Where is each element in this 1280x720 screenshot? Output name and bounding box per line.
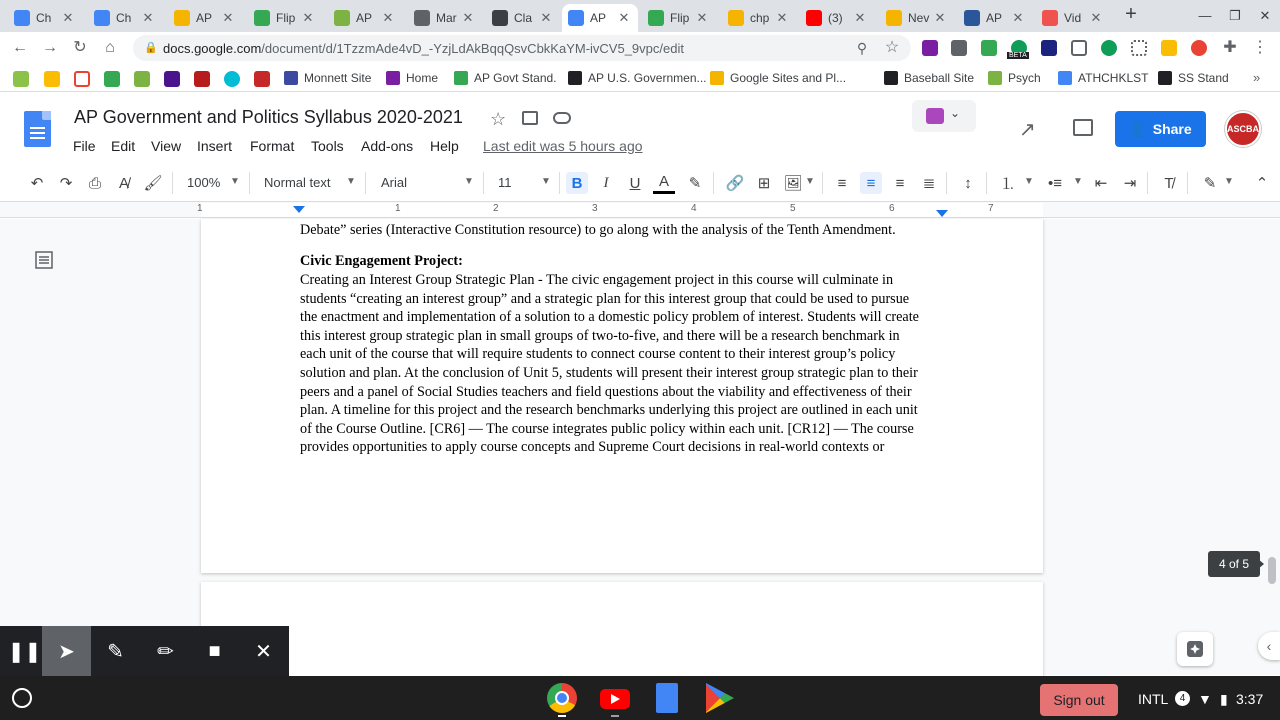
page-indicator: 4 of 5 xyxy=(1208,551,1260,577)
tab-favicon-icon xyxy=(492,10,508,26)
divider xyxy=(1187,172,1188,194)
tab-title: AP xyxy=(196,11,213,25)
close-icon[interactable]: ✕ xyxy=(255,640,272,663)
chrome-icon[interactable] xyxy=(547,683,577,713)
ruler-number: 4 xyxy=(691,203,697,214)
page-indicator-pointer xyxy=(1258,559,1264,569)
docs-icon[interactable] xyxy=(656,683,678,713)
tab-favicon-icon xyxy=(414,10,430,26)
redo-icon[interactable]: ↷ xyxy=(59,175,73,192)
tab-title: Flip xyxy=(670,11,690,25)
browser-tab[interactable] xyxy=(1036,4,1110,32)
close-tab-icon[interactable]: ✕ xyxy=(854,10,866,25)
camera-icon[interactable]: ■ xyxy=(208,639,221,662)
bookmark-icon[interactable] xyxy=(254,71,270,87)
url-host: docs.google.com xyxy=(163,41,262,56)
highlighter-icon[interactable]: ✏ xyxy=(157,640,174,663)
menu-icon[interactable]: ⋮ xyxy=(1252,39,1268,56)
back-icon[interactable]: ← xyxy=(12,39,28,56)
bookmark-label: Monnett Site xyxy=(304,71,372,85)
chevron-down-icon[interactable]: ▼ xyxy=(1073,176,1083,187)
bookmark-icon xyxy=(386,71,400,85)
docs-logo-icon[interactable] xyxy=(24,111,51,147)
chevron-down-icon[interactable]: ▼ xyxy=(346,176,356,187)
section-heading[interactable]: Civic Engagement Project: xyxy=(300,253,463,269)
bookmark-icon xyxy=(884,71,898,85)
collapse-menus-icon[interactable]: ⌃ xyxy=(1255,175,1269,192)
zoom-icon[interactable]: ⚲ xyxy=(856,40,868,56)
chevron-down-icon: ⌄ xyxy=(950,106,961,120)
divider xyxy=(1147,172,1148,194)
chevron-down-icon[interactable]: ▼ xyxy=(1024,176,1034,187)
paragraph-line[interactable]: solution and plan. At the conclusion of Unit 5, students will present their interest group strategic plan to their xyxy=(300,365,918,381)
notification-count[interactable]: 4 xyxy=(1175,691,1190,706)
menu-edit[interactable]: Edit xyxy=(111,138,136,154)
bookmark-label: Google Sites and Pl... xyxy=(730,71,847,85)
cloud-status-icon[interactable] xyxy=(553,112,571,124)
chevron-down-icon[interactable]: ▼ xyxy=(1224,176,1234,187)
close-tab-icon[interactable]: ✕ xyxy=(382,10,394,25)
bookmark-item[interactable] xyxy=(454,70,557,86)
sign-out-button[interactable]: Sign out xyxy=(1040,684,1118,716)
menu-tools[interactable]: Tools xyxy=(311,138,344,154)
left-indent-marker[interactable] xyxy=(293,206,305,213)
scrollbar-thumb[interactable] xyxy=(1268,557,1276,584)
bookmark-item[interactable] xyxy=(386,70,438,86)
gmail-icon[interactable] xyxy=(74,71,90,87)
tab-favicon-icon xyxy=(254,10,270,26)
document-title[interactable]: AP Government and Politics Syllabus 2020-2021 xyxy=(74,107,463,127)
divider xyxy=(986,172,987,194)
paragraph-line[interactable]: plan. A timeline for this project and the research benchmarks underlying this project are outlined in each unit xyxy=(300,402,918,419)
tab-title: Flip xyxy=(276,11,296,25)
pen-icon[interactable]: ✎ xyxy=(107,640,124,663)
browser-tab[interactable] xyxy=(8,4,82,32)
home-icon[interactable]: ⌂ xyxy=(105,39,115,56)
running-indicator xyxy=(558,715,566,717)
bookmark-icon xyxy=(454,71,468,85)
bookmark-icon xyxy=(988,71,1002,85)
pdf-extension-icon[interactable] xyxy=(922,40,938,56)
bold-button[interactable]: B xyxy=(566,172,588,194)
paragraph-line[interactable]: the enactment and implementation of a solution to a domestic policy problem of interest. Students will create xyxy=(300,309,919,326)
underline-button[interactable]: U xyxy=(629,174,641,192)
menu-view[interactable]: View xyxy=(151,138,182,154)
align-center-icon[interactable]: ≡ xyxy=(860,172,882,194)
drive-icon[interactable] xyxy=(104,71,120,87)
menu-format[interactable]: Format xyxy=(250,138,295,154)
menu-file[interactable]: File xyxy=(73,138,96,154)
browser-tab[interactable] xyxy=(722,4,796,32)
font-select[interactable]: Arial xyxy=(381,175,408,190)
sparkle-icon xyxy=(1185,639,1205,659)
bookmark-item[interactable] xyxy=(1058,70,1148,86)
paragraph-line[interactable]: Creating an Interest Group Strategic Plan - The civic engagement project in this course will culminate in xyxy=(300,272,894,288)
close-tab-icon[interactable]: ✕ xyxy=(540,10,552,25)
bookmark-label: Home xyxy=(406,71,439,85)
tab-favicon-icon xyxy=(886,10,902,26)
tab-title: AP xyxy=(986,11,1003,25)
docs-logo-line xyxy=(30,137,45,139)
youtube-icon[interactable] xyxy=(600,689,630,709)
menu-help[interactable]: Help xyxy=(430,138,459,154)
close-tab-icon[interactable]: ✕ xyxy=(696,10,708,25)
bookmark-icon xyxy=(284,71,298,85)
forward-icon[interactable]: → xyxy=(42,39,58,56)
paragraph-line[interactable]: each unit of the course that will require students to connect course content to their interest group’s policy xyxy=(300,346,896,363)
tab-favicon-icon xyxy=(568,10,584,26)
spellcheck-icon[interactable]: A̸ xyxy=(118,174,129,192)
close-tab-icon[interactable]: ✕ xyxy=(618,10,630,25)
tab-title: Mar xyxy=(436,11,457,25)
bookmark-icon xyxy=(568,71,582,85)
close-tab-icon[interactable]: ✕ xyxy=(62,10,74,25)
puzzle-icon[interactable]: ✚ xyxy=(1223,39,1237,56)
bookmark-icon xyxy=(710,71,724,85)
star-icon[interactable]: ☆ xyxy=(490,109,507,129)
ruler-number: 6 xyxy=(889,203,895,214)
reload-icon[interactable]: ↻ xyxy=(73,39,87,56)
close-tab-icon[interactable]: ✕ xyxy=(1012,10,1024,25)
bookmark-item[interactable] xyxy=(1158,70,1229,86)
paragraph-line[interactable]: peers and a panel of Social Studies teachers and field questions about the viability and effectiveness of their xyxy=(300,383,912,400)
editing-mode-icon[interactable]: ✎ xyxy=(1203,175,1217,192)
tab-favicon-icon xyxy=(1042,10,1058,26)
close-tab-icon[interactable]: ✕ xyxy=(222,10,234,25)
extension-icon[interactable] xyxy=(1071,40,1087,56)
tab-title: (3) xyxy=(828,11,843,25)
bookmark-icon[interactable] xyxy=(134,71,150,87)
ruler-page-area xyxy=(201,203,1043,217)
menu-insert[interactable]: Insert xyxy=(197,138,233,154)
extension-icon[interactable] xyxy=(1041,40,1057,56)
add-comment-icon[interactable]: ⊞ xyxy=(757,175,771,192)
ruler-number: 3 xyxy=(592,203,598,214)
divider xyxy=(559,172,560,194)
tab-favicon-icon xyxy=(964,10,980,26)
bookmark-label: SS Stand xyxy=(1178,71,1229,85)
clock[interactable]: 3:37 xyxy=(1236,691,1264,707)
extension-icon[interactable] xyxy=(1161,40,1177,56)
bookmark-label: Baseball Site xyxy=(904,71,975,85)
bookmark-label: AP U.S. Governmen... xyxy=(588,71,707,85)
close-tab-icon[interactable]: ✕ xyxy=(462,10,474,25)
italic-button[interactable]: I xyxy=(603,174,609,191)
divider xyxy=(172,172,173,194)
style-select[interactable]: Normal text xyxy=(264,175,331,190)
docs-logo-line xyxy=(30,132,45,134)
bookmark-item[interactable] xyxy=(884,70,974,86)
chevron-down-icon[interactable]: ▼ xyxy=(805,176,815,187)
tab-title: Ch xyxy=(36,11,52,25)
url-text[interactable] xyxy=(163,41,684,56)
extension-icon[interactable] xyxy=(1101,40,1117,56)
browser-tab[interactable] xyxy=(328,4,402,32)
document-page[interactable] xyxy=(201,582,1043,682)
bookmark-item[interactable] xyxy=(710,70,846,86)
browser-tab[interactable] xyxy=(642,4,716,32)
url-path: /document/d/1TzzmAde4vD_-YzjLdAkBqqQsvCbkKaYM-ivCV5_9vpc/edit xyxy=(261,41,684,56)
bookmark-label: AP Govt Stand. xyxy=(474,71,557,85)
decrease-indent-icon[interactable]: ⇤ xyxy=(1094,175,1108,192)
browser-tab[interactable] xyxy=(408,4,482,32)
bulleted-list-icon[interactable]: •≡ xyxy=(1047,174,1062,192)
pointer-icon[interactable]: ➤ xyxy=(42,626,91,676)
bookmark-icon[interactable] xyxy=(164,71,180,87)
paint-format-icon[interactable]: 🖌 xyxy=(143,175,163,192)
lock-icon[interactable]: 🔒 xyxy=(144,42,158,54)
extension-icon[interactable] xyxy=(1191,40,1207,56)
last-edit-link[interactable]: Last edit was 5 hours ago xyxy=(483,138,643,154)
ruler-number: 7 xyxy=(988,203,994,214)
paragraph-line[interactable]: this interest group strategic plan in small groups of two-to-five, and there will be a research benchmark in xyxy=(300,327,900,344)
tab-favicon-icon xyxy=(728,10,744,26)
divider xyxy=(713,172,714,194)
divider xyxy=(483,172,484,194)
share-label: Share xyxy=(1152,121,1192,137)
bookmark-icon[interactable] xyxy=(224,71,240,87)
tab-favicon-icon xyxy=(174,10,190,26)
close-tab-icon[interactable]: ✕ xyxy=(776,10,788,25)
browser-tab[interactable] xyxy=(800,4,874,32)
close-tab-icon[interactable]: ✕ xyxy=(142,10,154,25)
addon-icon xyxy=(926,108,944,124)
person-icon: 👤 xyxy=(1129,120,1147,137)
ime-indicator[interactable]: INTL xyxy=(1138,691,1169,707)
side-panel-toggle[interactable] xyxy=(1258,632,1280,660)
tab-favicon-icon xyxy=(94,10,110,26)
close-window-icon[interactable]: ✕ xyxy=(1259,8,1271,23)
paragraph-line[interactable]: provides opportunities to apply course concepts and Supreme Court decisions in real-world contexts or xyxy=(300,439,885,456)
divider xyxy=(822,172,823,194)
menu-add-ons[interactable]: Add-ons xyxy=(361,138,414,154)
move-folder-icon[interactable] xyxy=(522,111,538,125)
minimize-icon[interactable]: — xyxy=(1198,8,1212,23)
tab-title: Ch xyxy=(116,11,132,25)
tab-title: Cla xyxy=(514,11,533,25)
browser-tab[interactable] xyxy=(562,4,638,32)
bookmark-label: ATHCHKLST xyxy=(1078,71,1149,85)
extension-icon[interactable] xyxy=(1131,40,1147,56)
tab-favicon-icon xyxy=(648,10,664,26)
tab-title: Vid xyxy=(1064,11,1082,25)
bookmark-icon xyxy=(1058,71,1072,85)
docs-logo-line xyxy=(30,127,45,129)
pause-icon[interactable]: ❚❚ xyxy=(7,640,42,663)
numbered-list-icon[interactable]: ⒈ xyxy=(1000,175,1016,193)
running-indicator xyxy=(611,715,619,717)
star-icon[interactable]: ☆ xyxy=(884,39,900,56)
browser-tab[interactable] xyxy=(880,4,954,32)
chevron-down-icon[interactable]: ▼ xyxy=(464,176,474,187)
browser-tab[interactable] xyxy=(958,4,1032,32)
addon-button[interactable] xyxy=(912,100,976,132)
bookmark-item[interactable] xyxy=(988,70,1041,86)
avatar[interactable]: ASCBA xyxy=(1225,111,1261,147)
chevron-down-icon[interactable]: ▼ xyxy=(230,176,240,187)
tab-favicon-icon xyxy=(14,10,30,26)
text-color-button[interactable]: A xyxy=(653,172,675,194)
battery-icon[interactable]: ▮ xyxy=(1220,691,1228,707)
divider xyxy=(365,172,366,194)
ruler-number: 1 xyxy=(197,203,203,214)
chevron-left-icon: ‹ xyxy=(1266,638,1272,654)
divider xyxy=(946,172,947,194)
extension-icon[interactable] xyxy=(981,40,997,56)
activity-icon[interactable]: ↗ xyxy=(1019,119,1036,141)
beta-badge: BETA xyxy=(1009,52,1027,59)
increase-indent-icon[interactable]: ⇥ xyxy=(1123,175,1137,192)
align-left-icon[interactable]: ≡ xyxy=(837,174,847,192)
clear-formatting-icon[interactable]: T̸ xyxy=(1164,174,1174,192)
comments-icon[interactable] xyxy=(1073,119,1093,136)
bookmark-label: Psych xyxy=(1008,71,1041,85)
font-size-select[interactable]: 11 xyxy=(498,175,512,190)
bookmark-item[interactable] xyxy=(568,70,707,86)
tab-title: chp xyxy=(750,11,770,25)
tab-title: Nev xyxy=(908,11,930,25)
tab-title: AP xyxy=(590,11,607,25)
ruler-number: 5 xyxy=(790,203,796,214)
bookmark-icon[interactable] xyxy=(13,71,29,87)
bookmarks-overflow-icon[interactable]: » xyxy=(1253,70,1261,85)
link-icon[interactable]: 🔗 xyxy=(725,175,745,192)
align-right-icon[interactable]: ≡ xyxy=(895,174,905,192)
share-button[interactable] xyxy=(1115,111,1206,147)
right-indent-marker[interactable] xyxy=(936,210,948,217)
justify-icon[interactable]: ≣ xyxy=(922,175,936,192)
bookmark-icon[interactable] xyxy=(194,71,210,87)
bookmark-icon[interactable] xyxy=(44,71,60,87)
insert-image-icon[interactable]: 🖼 xyxy=(783,175,803,192)
wifi-icon[interactable]: ▼ xyxy=(1198,691,1212,707)
print-icon[interactable]: ⎙ xyxy=(88,174,101,192)
close-tab-icon[interactable]: ✕ xyxy=(302,10,314,25)
browser-tab[interactable] xyxy=(486,4,560,32)
restore-icon[interactable]: ❐ xyxy=(1229,8,1241,23)
tab-favicon-icon xyxy=(806,10,822,26)
browser-tab[interactable] xyxy=(248,4,322,32)
undo-icon[interactable]: ↶ xyxy=(30,175,44,192)
ruler-number: 1 xyxy=(395,203,401,214)
close-tab-icon[interactable]: ✕ xyxy=(934,10,946,25)
chevron-down-icon[interactable]: ▼ xyxy=(541,176,551,187)
tab-favicon-icon xyxy=(334,10,350,26)
line-spacing-icon[interactable]: ↕ xyxy=(964,174,972,192)
new-tab-button[interactable]: + xyxy=(1125,3,1137,25)
paragraph-line[interactable]: of the Course Outline. [CR6] — The course integrates public policy within each unit. [CR12] — The course xyxy=(300,420,914,437)
close-tab-icon[interactable]: ✕ xyxy=(1090,10,1102,25)
zoom-select[interactable]: 100% xyxy=(187,175,221,190)
bookmark-item[interactable] xyxy=(284,70,371,86)
extension-icon[interactable] xyxy=(951,40,967,56)
document-outline-icon[interactable] xyxy=(35,251,53,269)
browser-tab[interactable] xyxy=(88,4,162,32)
explore-button[interactable] xyxy=(1177,632,1213,666)
paragraph-text[interactable]: Debate” series (Interactive Constitution resource) to go along with the analysis of the Tenth Amendment. xyxy=(300,222,896,238)
browser-tab[interactable] xyxy=(168,4,242,32)
divider xyxy=(249,172,250,194)
paragraph-line[interactable]: students “creating an interest group” and a strategic plan for this interest group that could be used to pursue xyxy=(300,290,910,307)
launcher-icon[interactable] xyxy=(12,688,32,708)
ruler-number: 2 xyxy=(493,203,499,214)
bookmark-icon xyxy=(1158,71,1172,85)
tab-title: AP xyxy=(356,11,373,25)
highlight-icon[interactable]: ✎ xyxy=(688,175,702,192)
